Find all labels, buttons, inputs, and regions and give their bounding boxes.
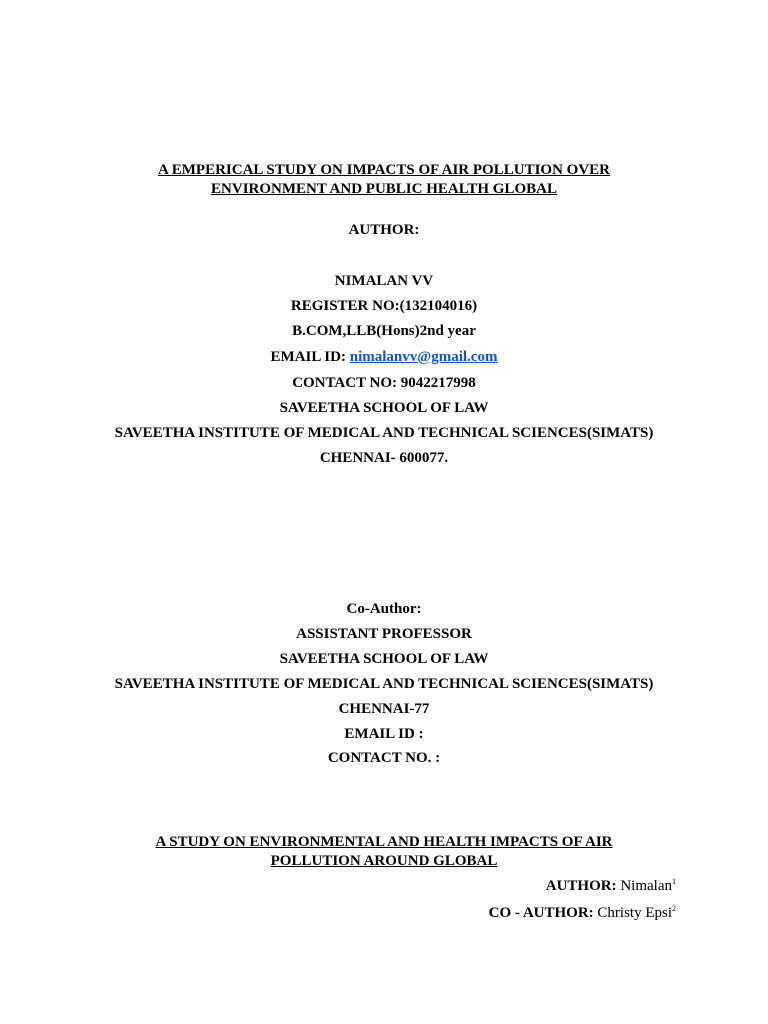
- author-course: B.COM,LLB(Hons)2nd year: [292, 323, 476, 339]
- byline-coauthor: [489, 904, 676, 922]
- byline-author-label: AUTHOR:: [545, 878, 617, 894]
- paper-title-line-1: A EMPERICAL STUDY ON IMPACTS OF AIR POLLUTION OVER: [158, 162, 610, 178]
- author-school: SAVEETHA SCHOOL OF LAW: [279, 400, 489, 416]
- byline-author: [546, 877, 676, 895]
- byline-coauthor-name: Christy Epsi: [593, 905, 672, 921]
- coauthor-designation: ASSISTANT PROFESSOR: [296, 626, 472, 642]
- byline-author-footnote-marker[interactable]: 1: [672, 877, 676, 886]
- byline-coauthor-label: CO - AUTHOR:: [488, 905, 594, 921]
- byline-coauthor-footnote-marker[interactable]: 2: [672, 904, 676, 913]
- author-register-no: REGISTER NO:(132104016): [290, 298, 478, 314]
- coauthor-heading: Co-Author:: [346, 601, 422, 617]
- coauthor-email: EMAIL ID :: [344, 726, 424, 742]
- study-title-line-1: A STUDY ON ENVIRONMENTAL AND HEALTH IMPACTS OF AIR: [155, 834, 613, 850]
- author-institute: SAVEETHA INSTITUTE OF MEDICAL AND TECHNICAL SCIENCES(SIMATS): [114, 425, 654, 441]
- author-heading: AUTHOR:: [348, 222, 420, 238]
- author-email: [0, 348, 768, 366]
- author-contact: CONTACT NO: 9042217998: [292, 375, 476, 391]
- coauthor-institute: SAVEETHA INSTITUTE OF MEDICAL AND TECHNICAL SCIENCES(SIMATS): [114, 676, 654, 692]
- paper-title-line-2: ENVIRONMENT AND PUBLIC HEALTH GLOBAL: [211, 181, 557, 197]
- author-email-label: EMAIL ID:: [270, 349, 350, 365]
- study-title-line-2: POLLUTION AROUND GLOBAL: [270, 853, 498, 869]
- coauthor-contact: CONTACT NO. :: [327, 750, 441, 766]
- byline-author-name: Nimalan: [616, 878, 672, 894]
- coauthor-school: SAVEETHA SCHOOL OF LAW: [279, 651, 489, 667]
- author-city: CHENNAI- 600077.: [319, 450, 449, 466]
- author-name: NIMALAN VV: [334, 273, 434, 289]
- author-email-link[interactable]: nimalanvv@gmail.com: [349, 349, 498, 365]
- coauthor-city: CHENNAI-77: [338, 701, 430, 717]
